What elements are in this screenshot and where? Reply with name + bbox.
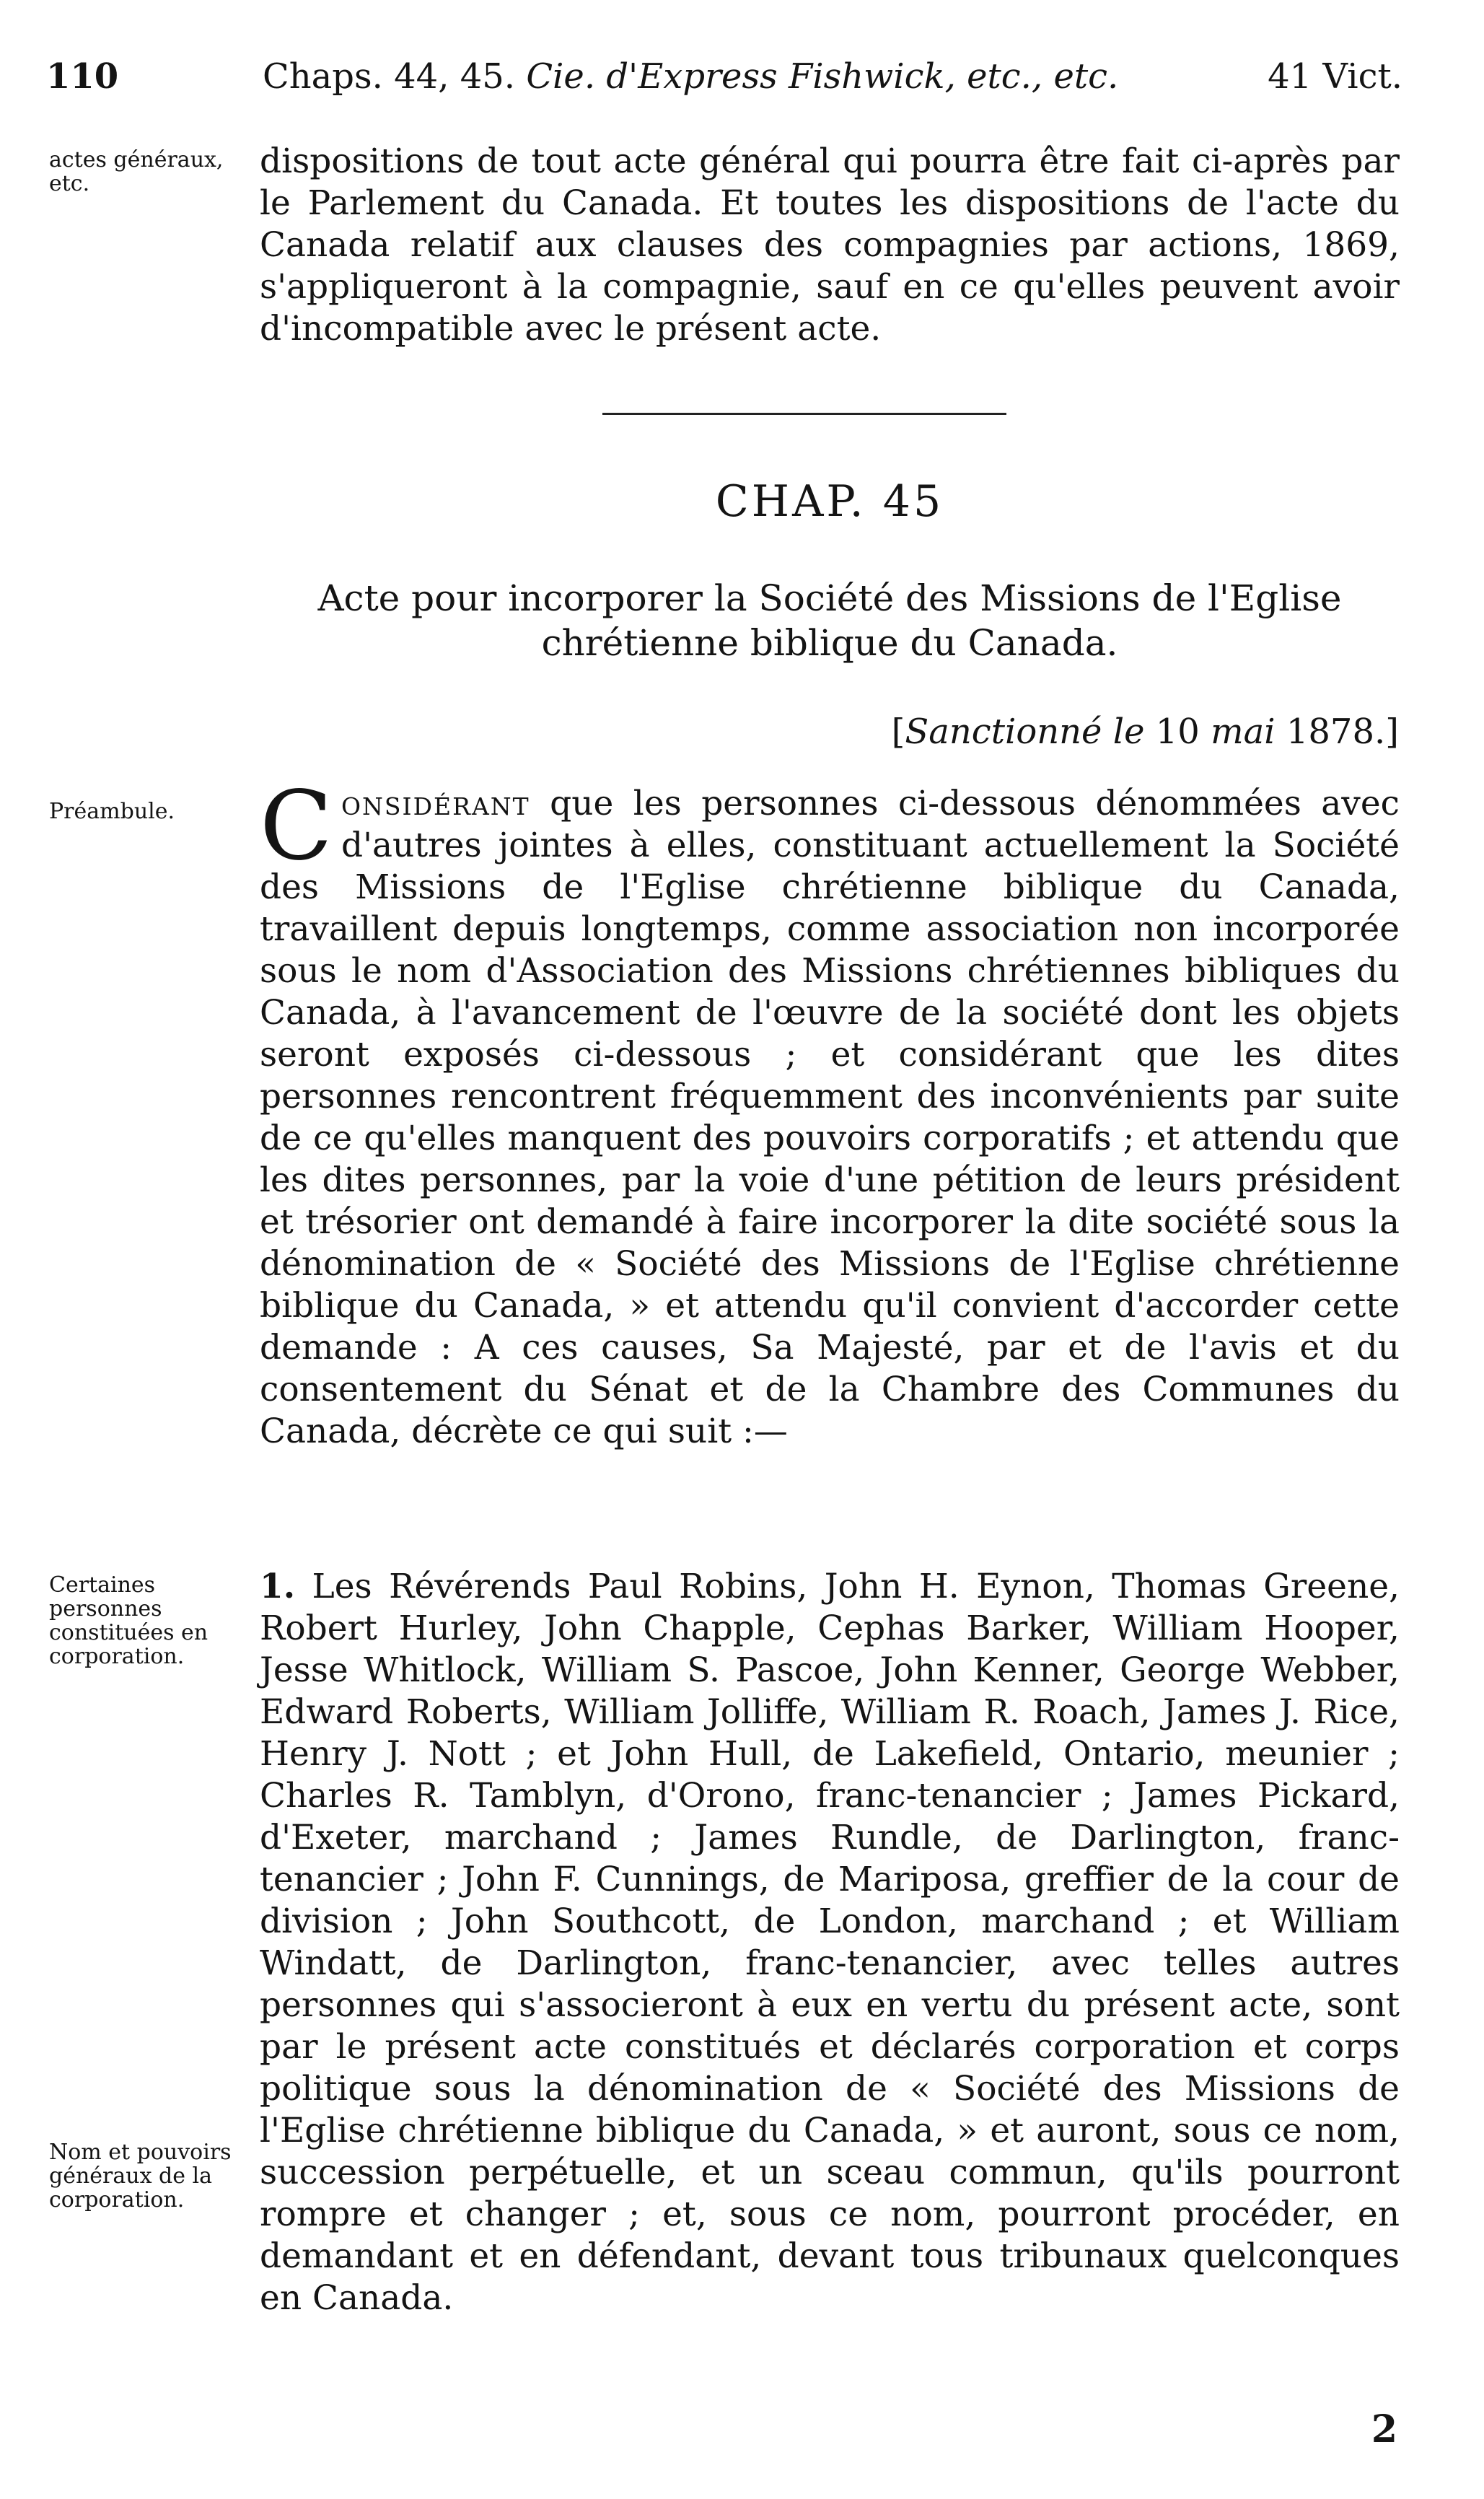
section-divider: [602, 413, 1006, 415]
page-number: 110: [46, 56, 119, 97]
running-head-italic-title: Cie. d'Express Fishwick, etc., etc.: [526, 56, 1119, 97]
sanction-label: Sanctionné le: [905, 712, 1145, 752]
margin-note-actes-generaux: actes généraux, etc.: [49, 147, 224, 196]
running-head: [46, 56, 1402, 114]
running-head-year: 41 Vict.: [1268, 56, 1402, 97]
sanction-date: [Sanctionné le 10 mai 1878.]: [891, 712, 1399, 752]
preamble-opening-word: onsidérant: [341, 784, 530, 823]
running-head-title: [263, 56, 1118, 97]
act-title: Acte pour incorporer la Société des Missions de l'Eglise chrétienne biblique du Canada.: [317, 577, 1342, 664]
section-number: 1.: [260, 1567, 296, 1606]
signature-mark: 2: [1371, 2407, 1397, 2451]
preamble-paragraph: [260, 771, 1400, 1453]
sanction-month: mai: [1211, 712, 1276, 752]
top-paragraph: dispositions de tout acte général qui pourra être fait ci-après par le Parlement du Canada. Et toutes les dispositions de l'acte du Canada relatif aux clauses des compagnies par actions, 1869, s'appliqueront à la compagnie, sauf en ce qu'elles peuvent avoir d'incompatible avec le présent acte.: [260, 141, 1400, 349]
margin-note-corporation: Certaines personnes constituées en corporation.: [49, 1572, 208, 1669]
margin-note-nom-pouvoirs: Nom et pouvoirs généraux de la corporation.: [49, 2140, 232, 2213]
running-head-chapters: Chaps. 44, 45.: [263, 56, 516, 97]
margin-note-preambule: Préambule.: [49, 799, 175, 824]
section-1-paragraph: [260, 1566, 1400, 2319]
sanction-year: 1878.: [1286, 712, 1386, 752]
preamble-text: que les personnes ci-dessous dénommées avec d'autres jointes à elles, constituant actuellement la Société des Missions de l'Eglise chrétienne biblique du Canada, travaillent depuis longtemps, comme association non incorporée sous le nom d'Association des Missions chrétiennes bibliques du Canada, à l'avancement de l'œuvre de la société dont les objets seront exposés ci-dessous ; et considérant que les dites personnes rencontrent fréquemment des inconvénients par suite de ce qu'elles manquent des pouvoirs corporatifs ; et attendu que les dites personnes, par la voie d'une pétition de leurs président et trésorier ont demandé à faire incorporer la dite société sous la dénomination de « Société des Missions de l'Eglise chrétienne biblique du Canada, » et attendu qu'il convient d'accorder cette demande : A ces causes, Sa Majesté, par et de l'avis et du consentement du Sénat et de la Chambre des Communes du Canada, décrète ce qui suit :—: [260, 784, 1400, 1451]
chapter-heading: CHAP. 45: [715, 476, 944, 527]
section-1-text: Les Révérends Paul Robins, John H. Eynon, Thomas Greene, Robert Hurley, John Chapple, Cephas Barker, William Hooper, Jesse Whitlock, William S. Pascoe, John Kenner, George Webber, Edward Roberts, William Jolliffe, William R. Roach, James J. Rice, Henry J. Nott ; et John Hull, de Lakefield, Ontario, meunier ; Charles R. Tamblyn, d'Orono, franc-tenancier ; James Pickard, d'Exeter, marchand ; James Rundle, de Darlington, franc-tenancier ; John F. Cunnings, de Mariposa, greffier de la cour de division ; John Southcott, de London, marchand ; et William Windatt, de Darlington, franc-tenancier, avec telles autres personnes qui s'associeront à eux en vertu du présent acte, sont par le présent acte constitués et déclarés corporation et corps politique sous la dénomination de « Société des Missions de l'Eglise chrétienne biblique du Canada, » et auront, sous ce nom, succession perpétuelle, et un sceau commun, qu'ils pourront rompre et changer ; et, sous ce nom, pourront procéder, en demandant et en défendant, devant tous tribunaux quelconques en Canada.: [260, 1567, 1400, 2318]
drop-cap: C: [260, 771, 333, 882]
sanction-day: 10: [1155, 712, 1200, 752]
